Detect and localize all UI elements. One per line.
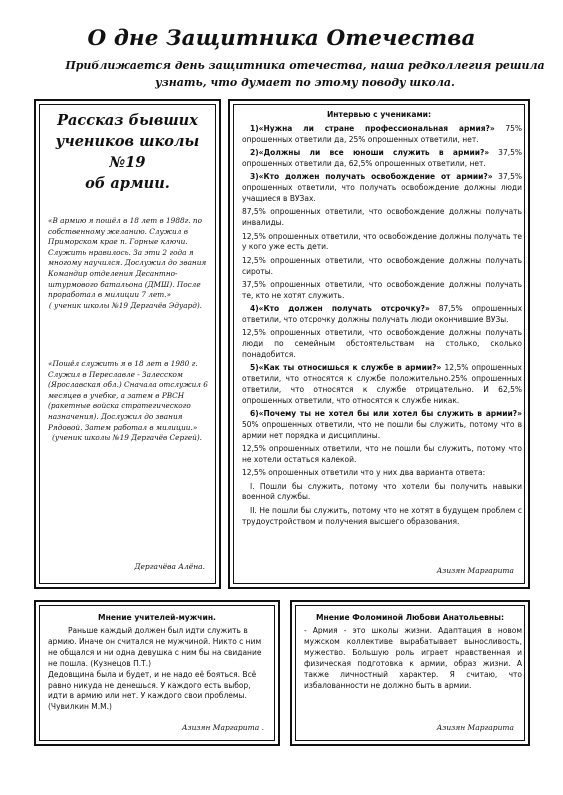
heading-line-2: учеников школы bbox=[55, 133, 200, 150]
heading-line-3: №19 bbox=[109, 154, 146, 171]
variant-number: I. bbox=[250, 481, 255, 491]
answer-3e: 37,5% опрошенных ответили, что освобождение должны получать те, кто не хотят служить. bbox=[242, 279, 522, 300]
quote-sergey bbox=[48, 359, 212, 444]
interview-item-6 bbox=[242, 409, 522, 441]
men-teachers-box bbox=[34, 600, 280, 746]
folomina-author: Азизян Маргарита bbox=[436, 723, 514, 732]
folomina-title: Мнение Фоломиной Любови Анатольевны: bbox=[315, 613, 505, 622]
answer-6d bbox=[242, 482, 522, 504]
variant-text: Пошли бы служить, потому что хотели бы получить навыки военной службы. bbox=[242, 481, 523, 502]
quote-text: «В армию я пошёл в 18 лет в 1988г. по собственному желанию. Служил в Приморском крае п. Горные ключи. Служить нравилось. За эти 2 года я многому научился. Дослужил до звания Командир отделения Десантно-штурмового батальона (ДМШ). После проработал в милиции 7 лет.» bbox=[48, 216, 207, 300]
interview-item-1 bbox=[242, 124, 522, 146]
quote-eduard bbox=[48, 216, 212, 311]
interview-box bbox=[228, 99, 530, 589]
former-students-box bbox=[34, 99, 221, 589]
question-1: 1)«Нужна ли стране профессиональная армия?» bbox=[250, 124, 495, 133]
answer-4b: 12,5% опрошенных ответили, что освобождение должны получать люди по семейным обстоятельствам на столько, сколько понадобится. bbox=[242, 328, 522, 359]
quote-signature: ( ученик школы №19 Дергачёв Эдуард). bbox=[48, 300, 202, 310]
men-teachers-title: Мнение учителей-мужчин. bbox=[98, 613, 216, 622]
former-students-heading bbox=[40, 110, 215, 194]
heading-line-1: Рассказ бывших bbox=[57, 112, 198, 129]
men-teachers-author: Азизян Маргарита . bbox=[181, 723, 264, 732]
answer-3d: 12,5% опрошенных ответили, что освобождение должны получать сироты. bbox=[242, 255, 522, 276]
answer-6c: 12,5% опрошенных ответили что у них два варианта ответа: bbox=[242, 468, 486, 478]
question-4: 4)«Кто должен получать отсрочку?» bbox=[250, 304, 430, 314]
interview-author: Азизян Маргарита bbox=[436, 566, 514, 575]
subtitle-line-2: узнать, что думает по этому поводу школа. bbox=[155, 76, 455, 89]
men-teachers-text-2: Дедовщина была и будет, и не надо её бояться. Всё равно никуда не денешься. У каждого есть выбор, идти в армию или нет. У каждого свои проблемы. (Чувилкин М.М.) bbox=[48, 669, 257, 712]
answer-3b: 87,5% опрошенных ответили, что освобождение должны получать инвалиды. bbox=[242, 207, 522, 228]
former-students-inner-frame bbox=[39, 104, 216, 584]
folomina-body bbox=[304, 626, 522, 691]
quote-signature: (ученик школы №19 Дергачёв Сергей). bbox=[51, 433, 202, 443]
question-3: 3)«Кто должен получать освобождение от армии?» bbox=[250, 172, 493, 182]
answer-3c: 12,5% опрошенных ответили, что освобождение должны получать те у кого уже есть дети. bbox=[242, 231, 522, 252]
interview-inner-frame bbox=[233, 104, 525, 584]
answer-3: 37,5% опрошенных ответили, что получать освобождение должны люди учащиеся в ВУЗах. bbox=[242, 172, 522, 203]
heading-line-4: об армии. bbox=[85, 175, 170, 192]
folomina-text: - Армия - это школы жизни. Адаптация в новом мужском коллективе вырабатывает выносливость, мужество. Большую роль играет нравственная и физическая подготовка к армии, образ жизни. А также личностный характер. Я считаю, что избалованности не должно быть в армии. bbox=[304, 626, 522, 690]
quote-text: «Пошёл служить я в 18 лет в 1980 г. Служил в Переславле - Залесском (Ярославская обл.) Сначала отслужил 6 месяцев в учебке, а затем в РВСН (ракетные войска стратегического назначения). Дослужил до звания Рядовой. Затем работал в милиции.» bbox=[48, 359, 208, 432]
folomina-inner-frame bbox=[295, 605, 525, 741]
men-teachers-inner-frame bbox=[39, 605, 275, 741]
answer-5: 12,5% опрошенных ответили, что относятся к службе положительно.25% опрошенных ответили, что относятся к службе отрицательно. И 62,5% опрошенных ответили, что относятся к службе никак. bbox=[242, 363, 522, 405]
interview-item-2 bbox=[242, 148, 522, 170]
answer-6e bbox=[242, 506, 522, 528]
question-2: 2)«Должны ли все юноши служить в армии?» bbox=[250, 148, 490, 158]
answer-2: 37,5% опрошенных ответили да, 62,5% опрошенных ответили, нет. bbox=[242, 148, 522, 168]
left-author: Дергачёва Алёна. bbox=[134, 562, 205, 571]
question-6: 6)«Почему ты не хотел бы или хотел бы служить в армии?» bbox=[250, 409, 522, 419]
interview-body bbox=[242, 124, 522, 530]
answer-6: 50% опрошенных ответили, что не пошли бы служить, потому что в армии нет порядка и дисциплины. bbox=[242, 419, 522, 440]
interview-item-5 bbox=[242, 363, 522, 406]
answer-4: 87,5% опрошенных ответили, что отсрочку должны получать люди окончившие ВУЗы. bbox=[242, 304, 523, 324]
folomina-box bbox=[290, 600, 530, 746]
men-teachers-text-1: Раньше каждый должен был идти служить в армию. Иначе он считался не мужчиной. Никто с ним не общался и ни одна девушка с ним бы на свидание не пошла. (Кузнецов П.Т.) bbox=[48, 626, 262, 668]
variant-text: Не пошли бы служить, потому что не хотят в будущем проблем с трудоустройством и получения высшего образования. bbox=[242, 505, 522, 526]
page-subtitle bbox=[62, 57, 548, 91]
interview-item-3 bbox=[242, 172, 522, 204]
subtitle-line-1: Приближается день защитника отечества, наша редколлегия решила bbox=[65, 59, 545, 72]
answer-1: 75% опрошенных ответили да, 25% опрошенных ответили, нет. bbox=[242, 124, 522, 144]
answer-6b: 12,5% опрошенных ответили, что не пошли бы служить, потому что не хотели остаться калекой. bbox=[242, 444, 522, 464]
men-teachers-body bbox=[48, 626, 272, 713]
variant-number: II. bbox=[250, 505, 257, 515]
interview-item-4 bbox=[242, 304, 522, 326]
question-5: 5)«Как ты относишься к службе в армии?» bbox=[250, 363, 442, 373]
interview-title: Интервью с учениками: bbox=[326, 110, 432, 119]
page-title: О дне Защитника Отечества bbox=[87, 26, 476, 51]
